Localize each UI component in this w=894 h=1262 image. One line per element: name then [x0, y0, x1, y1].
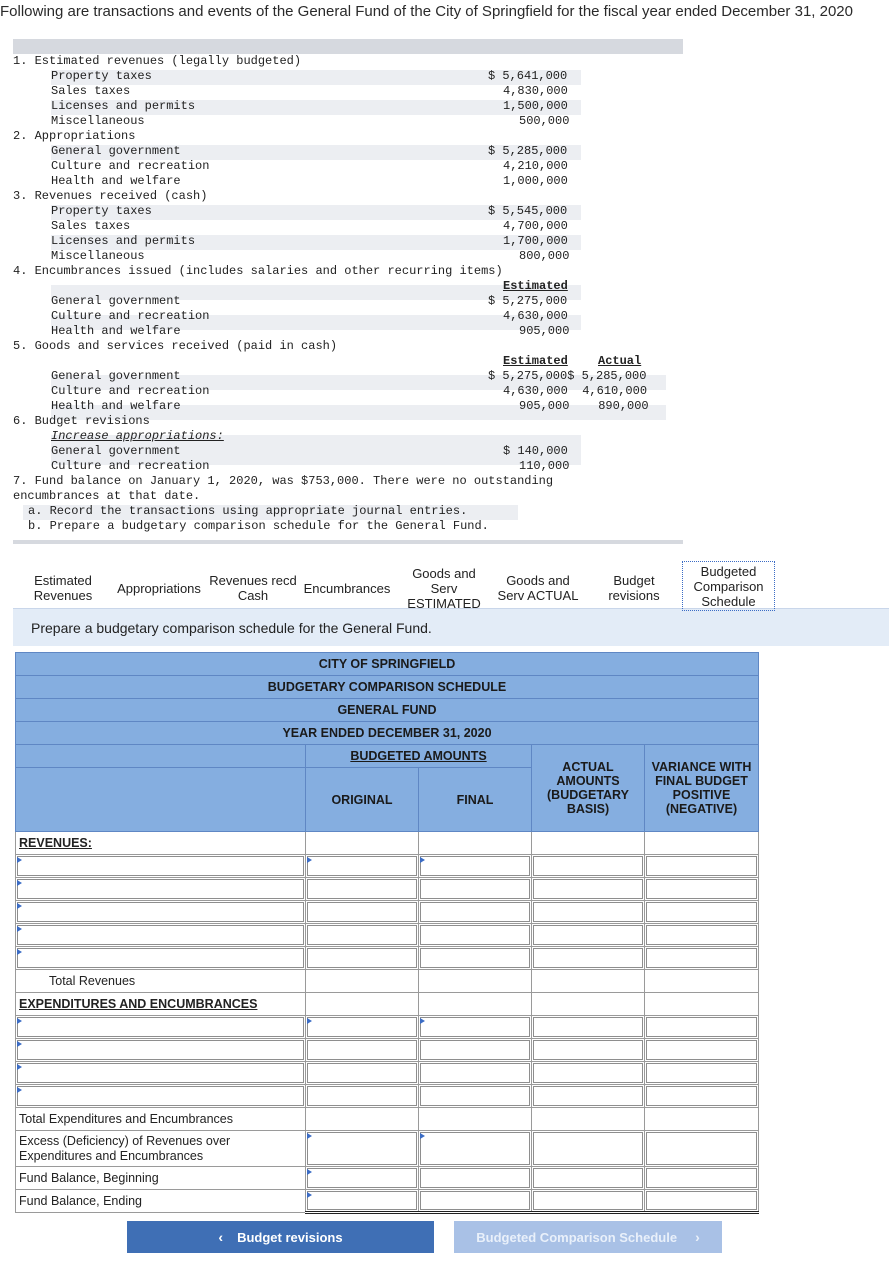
item-2: 2. Appropriations: [13, 129, 136, 143]
original-input[interactable]: [306, 947, 419, 970]
chevron-left-icon: ‹: [218, 1229, 224, 1245]
revenue-label-input[interactable]: [16, 924, 306, 947]
final-input[interactable]: [419, 1167, 532, 1190]
revenue-row: [16, 924, 759, 947]
original-input[interactable]: [306, 878, 419, 901]
revenue-label-input[interactable]: [16, 855, 306, 878]
final-input[interactable]: [419, 947, 532, 970]
variance-input[interactable]: [645, 1085, 759, 1108]
final-input[interactable]: [419, 1016, 532, 1039]
intro-text: Following are transactions and events of the General Fund of the City of Springfield for the fiscal year ended December 31, 2020: [0, 3, 853, 20]
col-original: ORIGINAL: [306, 768, 419, 832]
actual-input[interactable]: [532, 1190, 645, 1213]
original-input[interactable]: [306, 1190, 419, 1213]
item-6: 6. Budget revisions: [13, 414, 150, 428]
revenue-row: [16, 878, 759, 901]
prev-button[interactable]: [127, 1221, 434, 1253]
schedule-title-3: GENERAL FUND: [16, 699, 759, 722]
final-input[interactable]: [419, 924, 532, 947]
variance-input[interactable]: [645, 855, 759, 878]
final-input[interactable]: [419, 855, 532, 878]
original-input[interactable]: [306, 1085, 419, 1108]
actual-input[interactable]: [532, 924, 645, 947]
schedule-title-2: BUDGETARY COMPARISON SCHEDULE: [16, 676, 759, 699]
schedule-title-4: YEAR ENDED DECEMBER 31, 2020: [16, 722, 759, 745]
col-final: FINAL: [419, 768, 532, 832]
variance-input[interactable]: [645, 901, 759, 924]
tab-budget-revisions[interactable]: Budget revisions: [608, 573, 660, 603]
tab-strip: [13, 560, 889, 616]
actual-input[interactable]: [532, 878, 645, 901]
variance-input[interactable]: [645, 1190, 759, 1213]
revenues-heading: REVENUES:: [16, 832, 306, 855]
actual-input[interactable]: [532, 1167, 645, 1190]
variance-input[interactable]: [645, 947, 759, 970]
actual-input[interactable]: [532, 947, 645, 970]
final-input[interactable]: [419, 1190, 532, 1213]
prev-button-label: Budget revisions: [237, 1229, 343, 1245]
revenue-row: [16, 855, 759, 878]
actual-input[interactable]: [532, 855, 645, 878]
budgetary-comparison-schedule: [15, 652, 759, 1214]
variance-input[interactable]: [645, 1062, 759, 1085]
expenditure-label-input[interactable]: [16, 1085, 306, 1108]
variance-input[interactable]: [645, 1039, 759, 1062]
problem-bottom-bar: [13, 540, 683, 544]
col-variance: VARIANCE WITH FINAL BUDGET POSITIVE (NEGATIVE): [645, 745, 759, 832]
tab-goods-serv-actual[interactable]: Goods and Serv ACTUAL: [497, 573, 579, 603]
variance-input[interactable]: [645, 1167, 759, 1190]
original-input[interactable]: [306, 1016, 419, 1039]
revenue-label-input[interactable]: [16, 878, 306, 901]
original-input[interactable]: [306, 901, 419, 924]
item-3: 3. Revenues received (cash): [13, 189, 208, 203]
original-input[interactable]: [306, 1039, 419, 1062]
tab-goods-serv-estimated[interactable]: Goods and Serv ESTIMATED: [407, 565, 481, 611]
fund-balance-ending-label: Fund Balance, Ending: [16, 1190, 306, 1213]
revenue-row: [16, 901, 759, 924]
instruction-text: Prepare a budgetary comparison schedule for the General Fund.: [31, 620, 432, 636]
actual-input[interactable]: [532, 1131, 645, 1167]
tab-revenues-recd-cash[interactable]: Revenues recd Cash: [209, 573, 297, 603]
next-button-label: Budgeted Comparison Schedule: [476, 1229, 678, 1245]
actual-input[interactable]: [532, 1062, 645, 1085]
requirement-b: b. Prepare a budgetary comparison schedule for the General Fund.: [28, 519, 489, 533]
fund-balance-beginning-label: Fund Balance, Beginning: [16, 1167, 306, 1190]
revenue-row: [16, 947, 759, 970]
expenditure-label-input[interactable]: [16, 1062, 306, 1085]
final-input[interactable]: [419, 1062, 532, 1085]
final-input[interactable]: [419, 878, 532, 901]
problem-statement: 1. Estimated revenues (legally budgeted) Property taxes $ 5,641,000 Sales taxes 4,830,000 Licenses and permits 1,500,000 Miscellaneous 500,000 2. Appropriations General government $ 5,285,000 Culture and recreation 4,210,000 Health and welfare 1,000,000 3. Revenues received (cash) Property taxes $ 5,545,000 Sales taxes 4,700,000 Licenses and permits 1,700,000 Miscellaneous 800,000 4. Encumbrances issued (includes salaries and other recurring items) Estimated General government $ 5,275,000 Culture and recreation 4,630,000 Health and welfare 905,000 5. Goods and services received (paid in cash) Estimated Actual General government $ 5,275,000$ 5,285,000 Culture and recreation 4,630,000 4,610,000 Health and welfare 905,000 890,000 6. Budget revisions Increase appropriations: General government $ 140,000 Culture and recreation 110,000 7. Fund balance on January 1, 2020, was $753,000. There were no outstanding encumbrances at that date. a. Record the transactions using appropriate journal entries. b. Prepare a budgetary comparison schedule for the General Fund.: [13, 39, 683, 544]
col-actual: ACTUAL AMOUNTS (BUDGETARY BASIS): [532, 745, 645, 832]
problem-top-bar: [13, 39, 683, 54]
item-4: 4. Encumbrances issued (includes salaries and other recurring items): [13, 264, 503, 278]
final-input[interactable]: [419, 1085, 532, 1108]
actual-input[interactable]: [532, 1039, 645, 1062]
expenditure-label-input[interactable]: [16, 1016, 306, 1039]
expenditure-row: [16, 1016, 759, 1039]
tab-budgeted-comparison-schedule[interactable]: Budgeted Comparison Schedule: [682, 561, 775, 611]
chevron-right-icon: ›: [695, 1229, 700, 1245]
item-7: 7. Fund balance on January 1, 2020, was $753,000. There were no outstanding: [13, 474, 554, 488]
expenditure-row: [16, 1085, 759, 1108]
total-revenues-label: Total Revenues: [16, 970, 306, 993]
schedule-title-1: CITY OF SPRINGFIELD: [16, 653, 759, 676]
actual-input[interactable]: [532, 1085, 645, 1108]
final-input[interactable]: [419, 1131, 532, 1167]
final-input[interactable]: [419, 1039, 532, 1062]
revenue-label-input[interactable]: [16, 947, 306, 970]
variance-input[interactable]: [645, 1016, 759, 1039]
tab-encumbrances[interactable]: Encumbrances: [303, 580, 391, 596]
requirement-a: a. Record the transactions using appropriate journal entries.: [28, 504, 468, 518]
original-input[interactable]: [306, 924, 419, 947]
actual-input[interactable]: [532, 901, 645, 924]
revenue-label-input[interactable]: [16, 901, 306, 924]
expenditure-row: [16, 1062, 759, 1085]
total-expenditures-label: Total Expenditures and Encumbrances: [16, 1108, 306, 1131]
expenditures-heading: EXPENDITURES AND ENCUMBRANCES: [16, 993, 306, 1016]
final-input[interactable]: [419, 901, 532, 924]
expenditure-row: [16, 1039, 759, 1062]
item-1: 1. Estimated revenues (legally budgeted): [13, 54, 302, 68]
variance-input[interactable]: [645, 1131, 759, 1167]
original-input[interactable]: [306, 1131, 419, 1167]
next-button[interactable]: [454, 1221, 722, 1253]
budgeted-amounts-header: BUDGETED AMOUNTS: [306, 745, 532, 768]
original-input[interactable]: [306, 1167, 419, 1190]
actual-input[interactable]: [532, 1016, 645, 1039]
expenditure-label-input[interactable]: [16, 1039, 306, 1062]
tab-appropriations[interactable]: Appropriations: [117, 580, 201, 596]
item-5: 5. Goods and services received (paid in cash): [13, 339, 338, 353]
variance-input[interactable]: [645, 878, 759, 901]
excess-label: Excess (Deficiency) of Revenues over Expenditures and Encumbrances: [16, 1131, 306, 1167]
variance-input[interactable]: [645, 924, 759, 947]
tab-estimated-revenues[interactable]: Estimated Revenues: [33, 573, 93, 603]
original-input[interactable]: [306, 1062, 419, 1085]
original-input[interactable]: [306, 855, 419, 878]
